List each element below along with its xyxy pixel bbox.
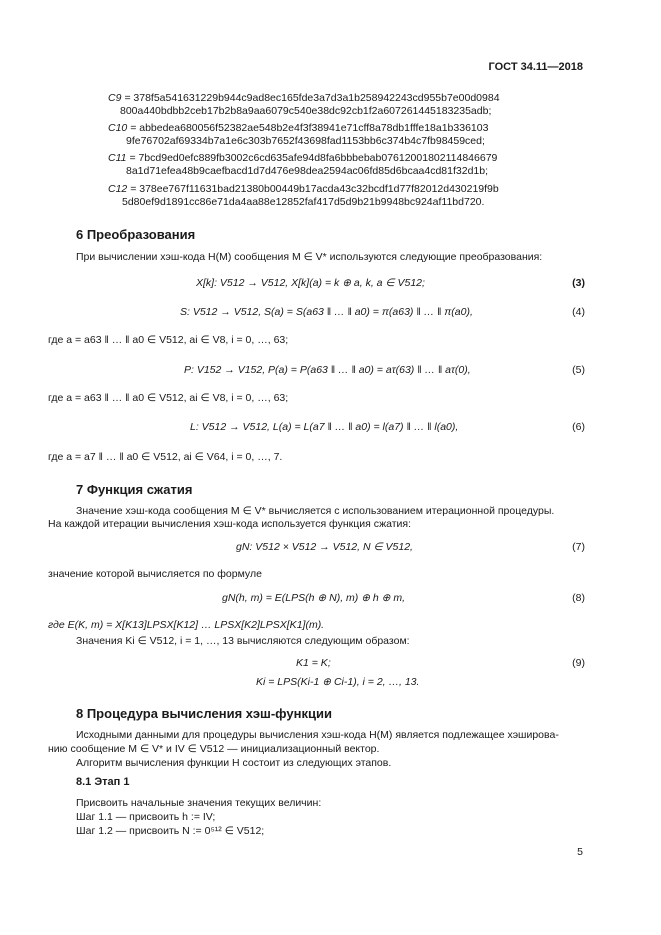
constant-label: C11 = <box>108 152 136 164</box>
constant-c12 <box>108 183 499 209</box>
constant-line: 7bcd9ed0efc889fb3002c6cd635afe94d8fa6bbbebab07612001802114846679 <box>138 152 498 164</box>
section-7-paragraph: значение которой вычисляется по формуле <box>48 568 262 580</box>
section-7-title: 7 Функция сжатия <box>76 482 193 497</box>
constant-line: 8a1d71efea48b9caefbacd1d7d476e98dea2594ac06fd85d6bcaa4cd81f32d1b; <box>126 165 489 177</box>
section-6-title: 6 Преобразования <box>76 227 196 242</box>
section-8-paragraph: Исходными данными для процедуры вычисления хэш-кода H(M) является подлежащее хэширова- <box>76 729 559 741</box>
equation-3: X[k]: V512 → V512, X[k](a) = k ⊕ a, k, a ∈ V512; <box>196 277 425 289</box>
section-7-paragraph: Значение хэш-кода сообщения M ∈ V* вычисляется с использованием итерационной процедуры. <box>76 505 555 517</box>
section-8-title: 8 Процедура вычисления хэш-функции <box>76 706 332 721</box>
section-7-paragraph: На каждой итерации вычисления хэш-кода используется функция сжатия: <box>48 518 411 530</box>
equation-9-number: (9) <box>572 657 585 669</box>
constant-line: abbedea680056f52382ae548b2e4f3f38941e71cff8a78db1fffe18a1b336103 <box>139 122 489 134</box>
constant-label: C10 = <box>108 122 137 134</box>
section-8-paragraph: нию сообщение M ∈ V* и IV ∈ V512 — инициализационный вектор. <box>48 743 380 755</box>
equation-9a: K1 = K; <box>296 657 331 669</box>
section-7-paragraph: Значения Ki ∈ V512, i = 1, …, 13 вычисляются следующим образом: <box>76 635 410 647</box>
constant-line: 378ee767f11631bad21380b00449b17acda43c32bcdf1d77f82012d430219f9b <box>139 183 499 195</box>
section-6-intro: При вычислении хэш-кода H(M) сообщения M ∈ V* используются следующие преобразования: <box>76 251 543 263</box>
page-header: ГОСТ 34.11—2018 <box>488 61 583 73</box>
constant-c9 <box>108 92 500 118</box>
constant-label: C12 = <box>108 183 137 195</box>
equation-6-number: (6) <box>572 421 585 433</box>
equation-3-number: (3) <box>572 277 585 289</box>
equation-8: gN(h, m) = E(LPS(h ⊕ N), m) ⊕ h ⊕ m, <box>222 592 406 604</box>
page-number: 5 <box>577 846 583 858</box>
step-1-1: Шаг 1.1 — присвоить h := IV; <box>76 811 216 823</box>
constant-line: 5d80ef9d1891cc86e71da4aa88e12852faf417d5d9b21b9948bc924af11bd720. <box>122 196 485 208</box>
equation-7: gN: V512 × V512 → V512, N ∈ V512, <box>236 541 413 553</box>
subsection-8-1-title: 8.1 Этап 1 <box>76 776 130 788</box>
equation-4-where: где a = a63 ‖ … ‖ a0 ∈ V512, ai ∈ V8, i = 0, …, 63; <box>48 334 289 346</box>
equation-6: L: V512 → V512, L(a) = L(a7 ‖ … ‖ a0) = l(a7) ‖ … ‖ l(a0), <box>190 421 459 433</box>
step-1-2: Шаг 1.2 — присвоить N := 0⁵¹² ∈ V512; <box>76 825 265 837</box>
constant-line: 9fe76702af69334b7a1e6c303b7652f43698fad1153bb6c374b4c7fb98459ced; <box>126 135 485 147</box>
equation-4: S: V512 → V512, S(a) = S(a63 ‖ … ‖ a0) = π(a63) ‖ … ‖ π(a0), <box>180 306 473 318</box>
constant-c10 <box>108 122 488 148</box>
constant-label: C9 = <box>108 92 131 104</box>
section-8-paragraph: Присвоить начальные значения текущих величин: <box>76 797 322 809</box>
equation-9b: Ki = LPS(Ki-1 ⊕ Ci-1), i = 2, …, 13. <box>256 676 420 688</box>
constant-line: 800a440bdbb2ceb17b2b8a9aa6079c540e38dc92cb1f2a607261445183235adb; <box>120 105 492 117</box>
equation-6-where: где a = a7 ‖ … ‖ a0 ∈ V512, ai ∈ V64, i = 0, …, 7. <box>48 451 283 463</box>
equation-5-number: (5) <box>572 364 585 376</box>
equation-5: P: V152 → V152, P(a) = P(a63 ‖ … ‖ a0) = aτ(63) ‖ … ‖ aτ(0), <box>184 364 471 376</box>
equation-7-number: (7) <box>572 541 585 553</box>
equation-8-number: (8) <box>572 592 585 604</box>
constant-c11 <box>108 152 497 178</box>
section-8-paragraph: Алгоритм вычисления функции H состоит из следующих этапов. <box>76 757 392 769</box>
constant-line: 378f5a541631229b944c9ad8ec165fde3a7d3a1b258942243cd955b7e00d0984 <box>133 92 500 104</box>
equation-4-number: (4) <box>572 306 585 318</box>
equation-5-where: где a = a63 ‖ … ‖ a0 ∈ V512, ai ∈ V8, i = 0, …, 63; <box>48 392 289 404</box>
equation-8-where: где E(K, m) = X[K13]LPSX[K12] … LPSX[K2]LPSX[K1](m). <box>48 619 325 631</box>
